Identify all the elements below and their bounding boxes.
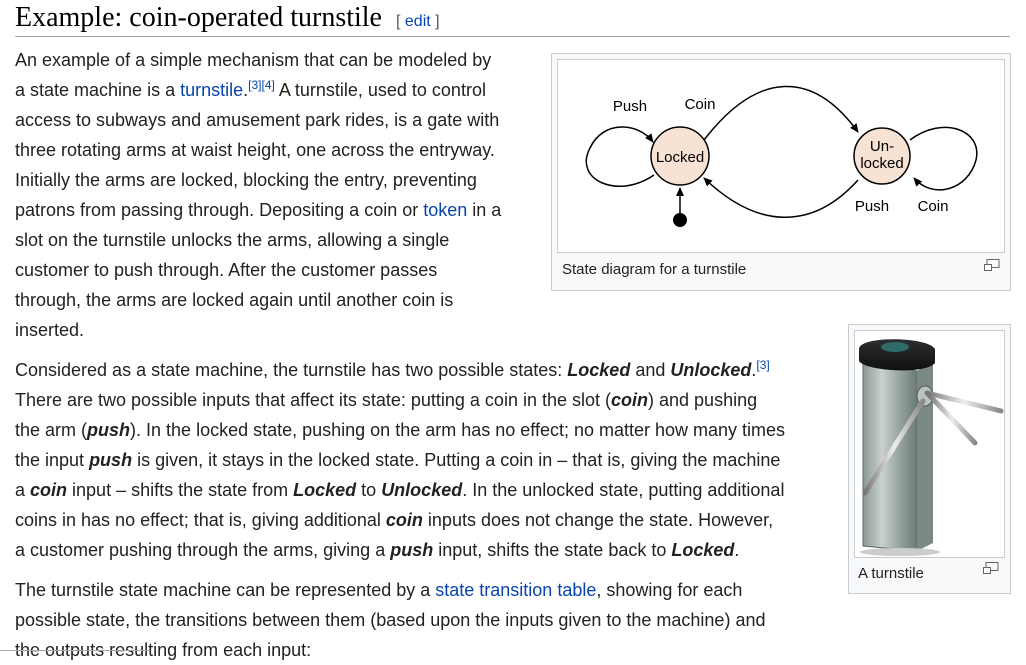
edit-link[interactable]: edit [404, 13, 431, 30]
edit-section: [ edit ] [395, 13, 440, 30]
locked-self-loop [586, 127, 654, 186]
token-link[interactable]: token [423, 200, 468, 220]
diagram-caption: State diagram for a turnstile [562, 261, 747, 278]
reference-3[interactable]: [3] [756, 358, 770, 372]
unlocked-state-label-2: locked [860, 155, 904, 172]
table-top-edge [0, 650, 150, 662]
state-transition-table-link[interactable]: state transition table [435, 580, 597, 600]
state-diagram-figure [551, 53, 1011, 291]
push-label-left: Push [612, 98, 648, 115]
turnstile-link[interactable]: turnstile [180, 80, 244, 100]
paragraph-3: The turnstile state machine can be represented by a state transition table, showing for each possible state, the transitions between them (based upon the inputs given to the machine) and the outputs resulting from each input: [15, 580, 766, 660]
paragraph-1: An example of a simple mechanism that can be modeled by a state machine is a turnstile.[3][4] A turnstile, used to control access to subways and amusement park rides, is a gate with three rotating arms at waist height, one across the entryway. Initially the arms are locked, blocking the entry, preventing patrons from passing through. Depositing a coin or token in a slot on the turnstile unlocks the arms, allowing a single customer to push through. After the customer passes through, the arms are locked again until another coin is inserted. [15, 50, 502, 340]
enlarge-icon[interactable] [983, 562, 999, 574]
section-heading [15, 0, 1010, 37]
turnstile-photo-figure [848, 324, 1011, 594]
state-diagram [558, 60, 1004, 252]
unlocked-state-label-1: Un- [869, 138, 895, 155]
photo-caption: A turnstile [858, 565, 924, 582]
turnstile-photo[interactable] [855, 331, 1004, 557]
section-title: Example: coin-operated turnstile [15, 2, 382, 33]
reference-3-4[interactable]: [3][4] [248, 78, 275, 92]
push-transition-arrow [704, 178, 858, 217]
locked-state-label: Locked [655, 149, 705, 166]
coin-transition-arrow [704, 86, 858, 140]
push-label-bottom: Push [854, 198, 890, 215]
paragraph-2: Considered as a state machine, the turnstile has two possible states: Locked and Unlocked.[3] There are two possible inputs that affect its state: putting a coin in the slot (coin) and pushing the arm (push). In the locked state, pushing on the arm has no effect; no matter how many times the input push is given, it stays in the locked state. Putting a coin in – that is, giving the machine a coin input – shifts the state from Locked to Unlocked. In the unlocked state, putting additional coins in has no effect; that is, giving additional coin inputs does not change the state. However, a customer pushing through the arms, giving a push input, shifts the state back to Locked. [15, 358, 786, 560]
initial-state-dot [673, 213, 687, 227]
unlocked-self-loop [910, 127, 977, 190]
coin-label-right: Coin [917, 198, 949, 215]
coin-label-top: Coin [684, 96, 716, 113]
enlarge-icon[interactable] [984, 259, 1000, 271]
